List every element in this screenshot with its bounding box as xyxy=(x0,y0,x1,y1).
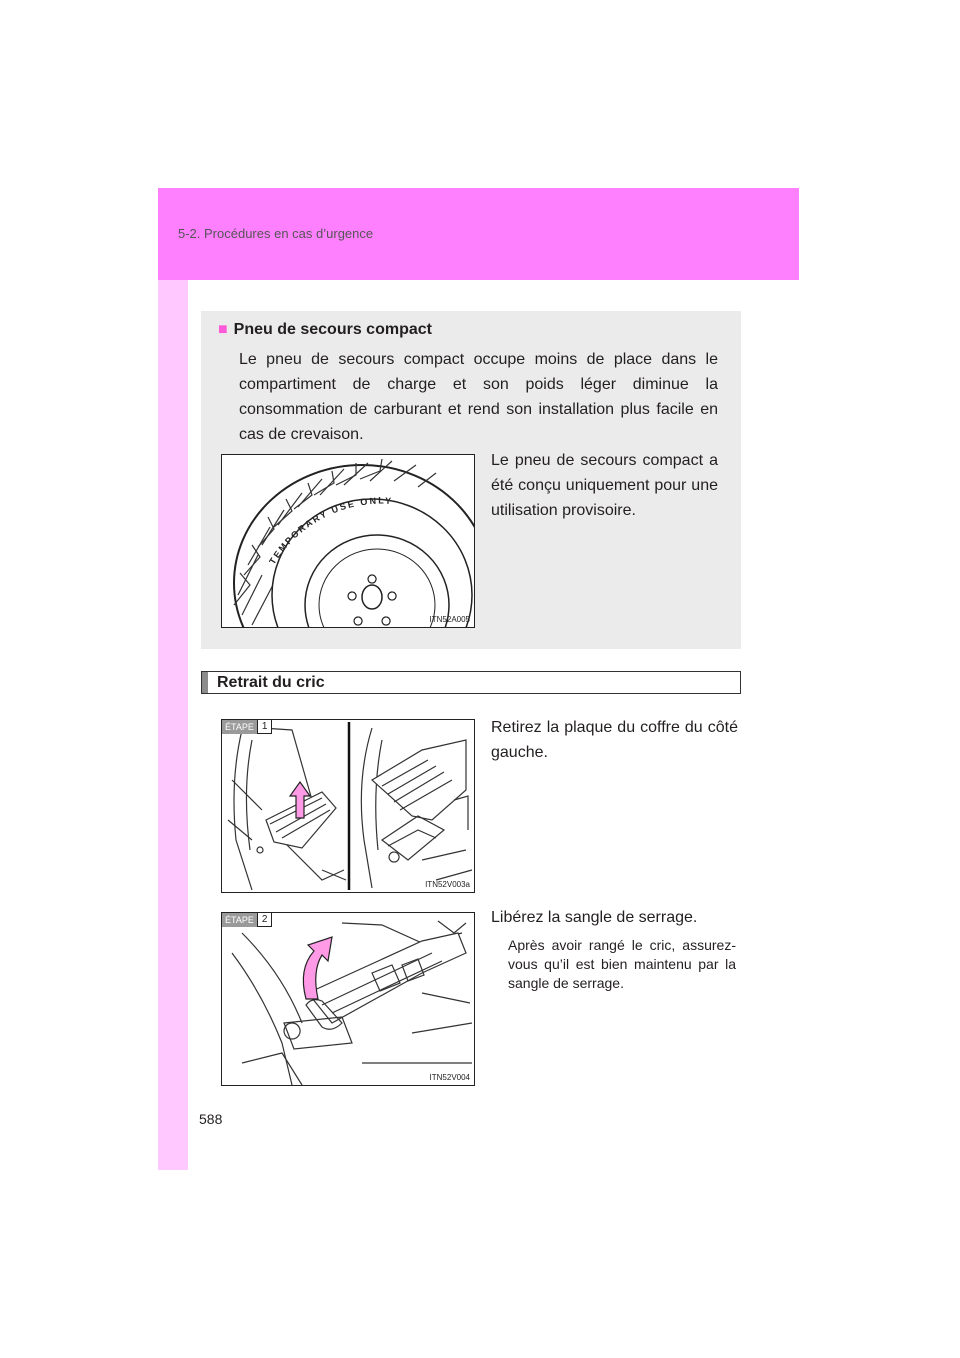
info-paragraph: Le pneu de secours compact occupe moins de place dans le compartiment de charge et son poids léger diminue la consommation de carburant et rend son installation plus facile en cas de crevaison. xyxy=(239,351,718,443)
page-number: 588 xyxy=(199,1111,223,1127)
info-title-text: Pneu de secours compact xyxy=(233,321,432,338)
step-2-badge-number: 2 xyxy=(257,913,273,927)
up-arrow-icon xyxy=(288,780,312,820)
step-1-figure-code: ITN52V003a xyxy=(425,880,470,889)
step-2-text: Libérez la sangle de serrage. xyxy=(491,909,698,926)
section-label: 5-2. Procédures en cas d’urgence xyxy=(178,226,374,241)
square-bullet-icon: ■ xyxy=(218,321,228,338)
section-heading-text: Retrait du cric xyxy=(217,674,325,691)
info-side-text: Le pneu de secours compact a été conçu uniquement pour une utilisation provisoire. xyxy=(491,452,718,519)
figure-code: ITN52A005 xyxy=(429,615,470,624)
step-2-note: Après avoir rangé le cric, assurez-vous qu’il est bien maintenu par la sangle de serrage. xyxy=(508,937,736,991)
jack-strap-illustration xyxy=(222,913,475,1086)
curved-arrow-icon xyxy=(296,929,342,1001)
step-1-figure xyxy=(221,719,475,893)
step-2-figure-code: ITN52V004 xyxy=(429,1073,470,1082)
step-2-badge xyxy=(222,913,272,927)
tire-text: TEMPORARY USE ONLY xyxy=(267,495,394,567)
section-heading xyxy=(201,671,741,694)
side-band xyxy=(158,280,188,1170)
trunk-plate-illustration xyxy=(222,720,475,893)
step-1-badge xyxy=(222,720,272,734)
step-1-badge-number: 1 xyxy=(257,720,273,734)
spare-tire-illustration xyxy=(222,455,475,628)
spare-tire-figure xyxy=(221,454,475,628)
step-1-badge-label: ÉTAPE xyxy=(222,720,257,734)
step-2-figure xyxy=(221,912,475,1086)
heading-accent xyxy=(202,672,208,693)
step-2-badge-label: ÉTAPE xyxy=(222,913,257,927)
step-1-text: Retirez la plaque du coffre du côté gauche. xyxy=(491,719,738,761)
info-title xyxy=(218,321,432,339)
